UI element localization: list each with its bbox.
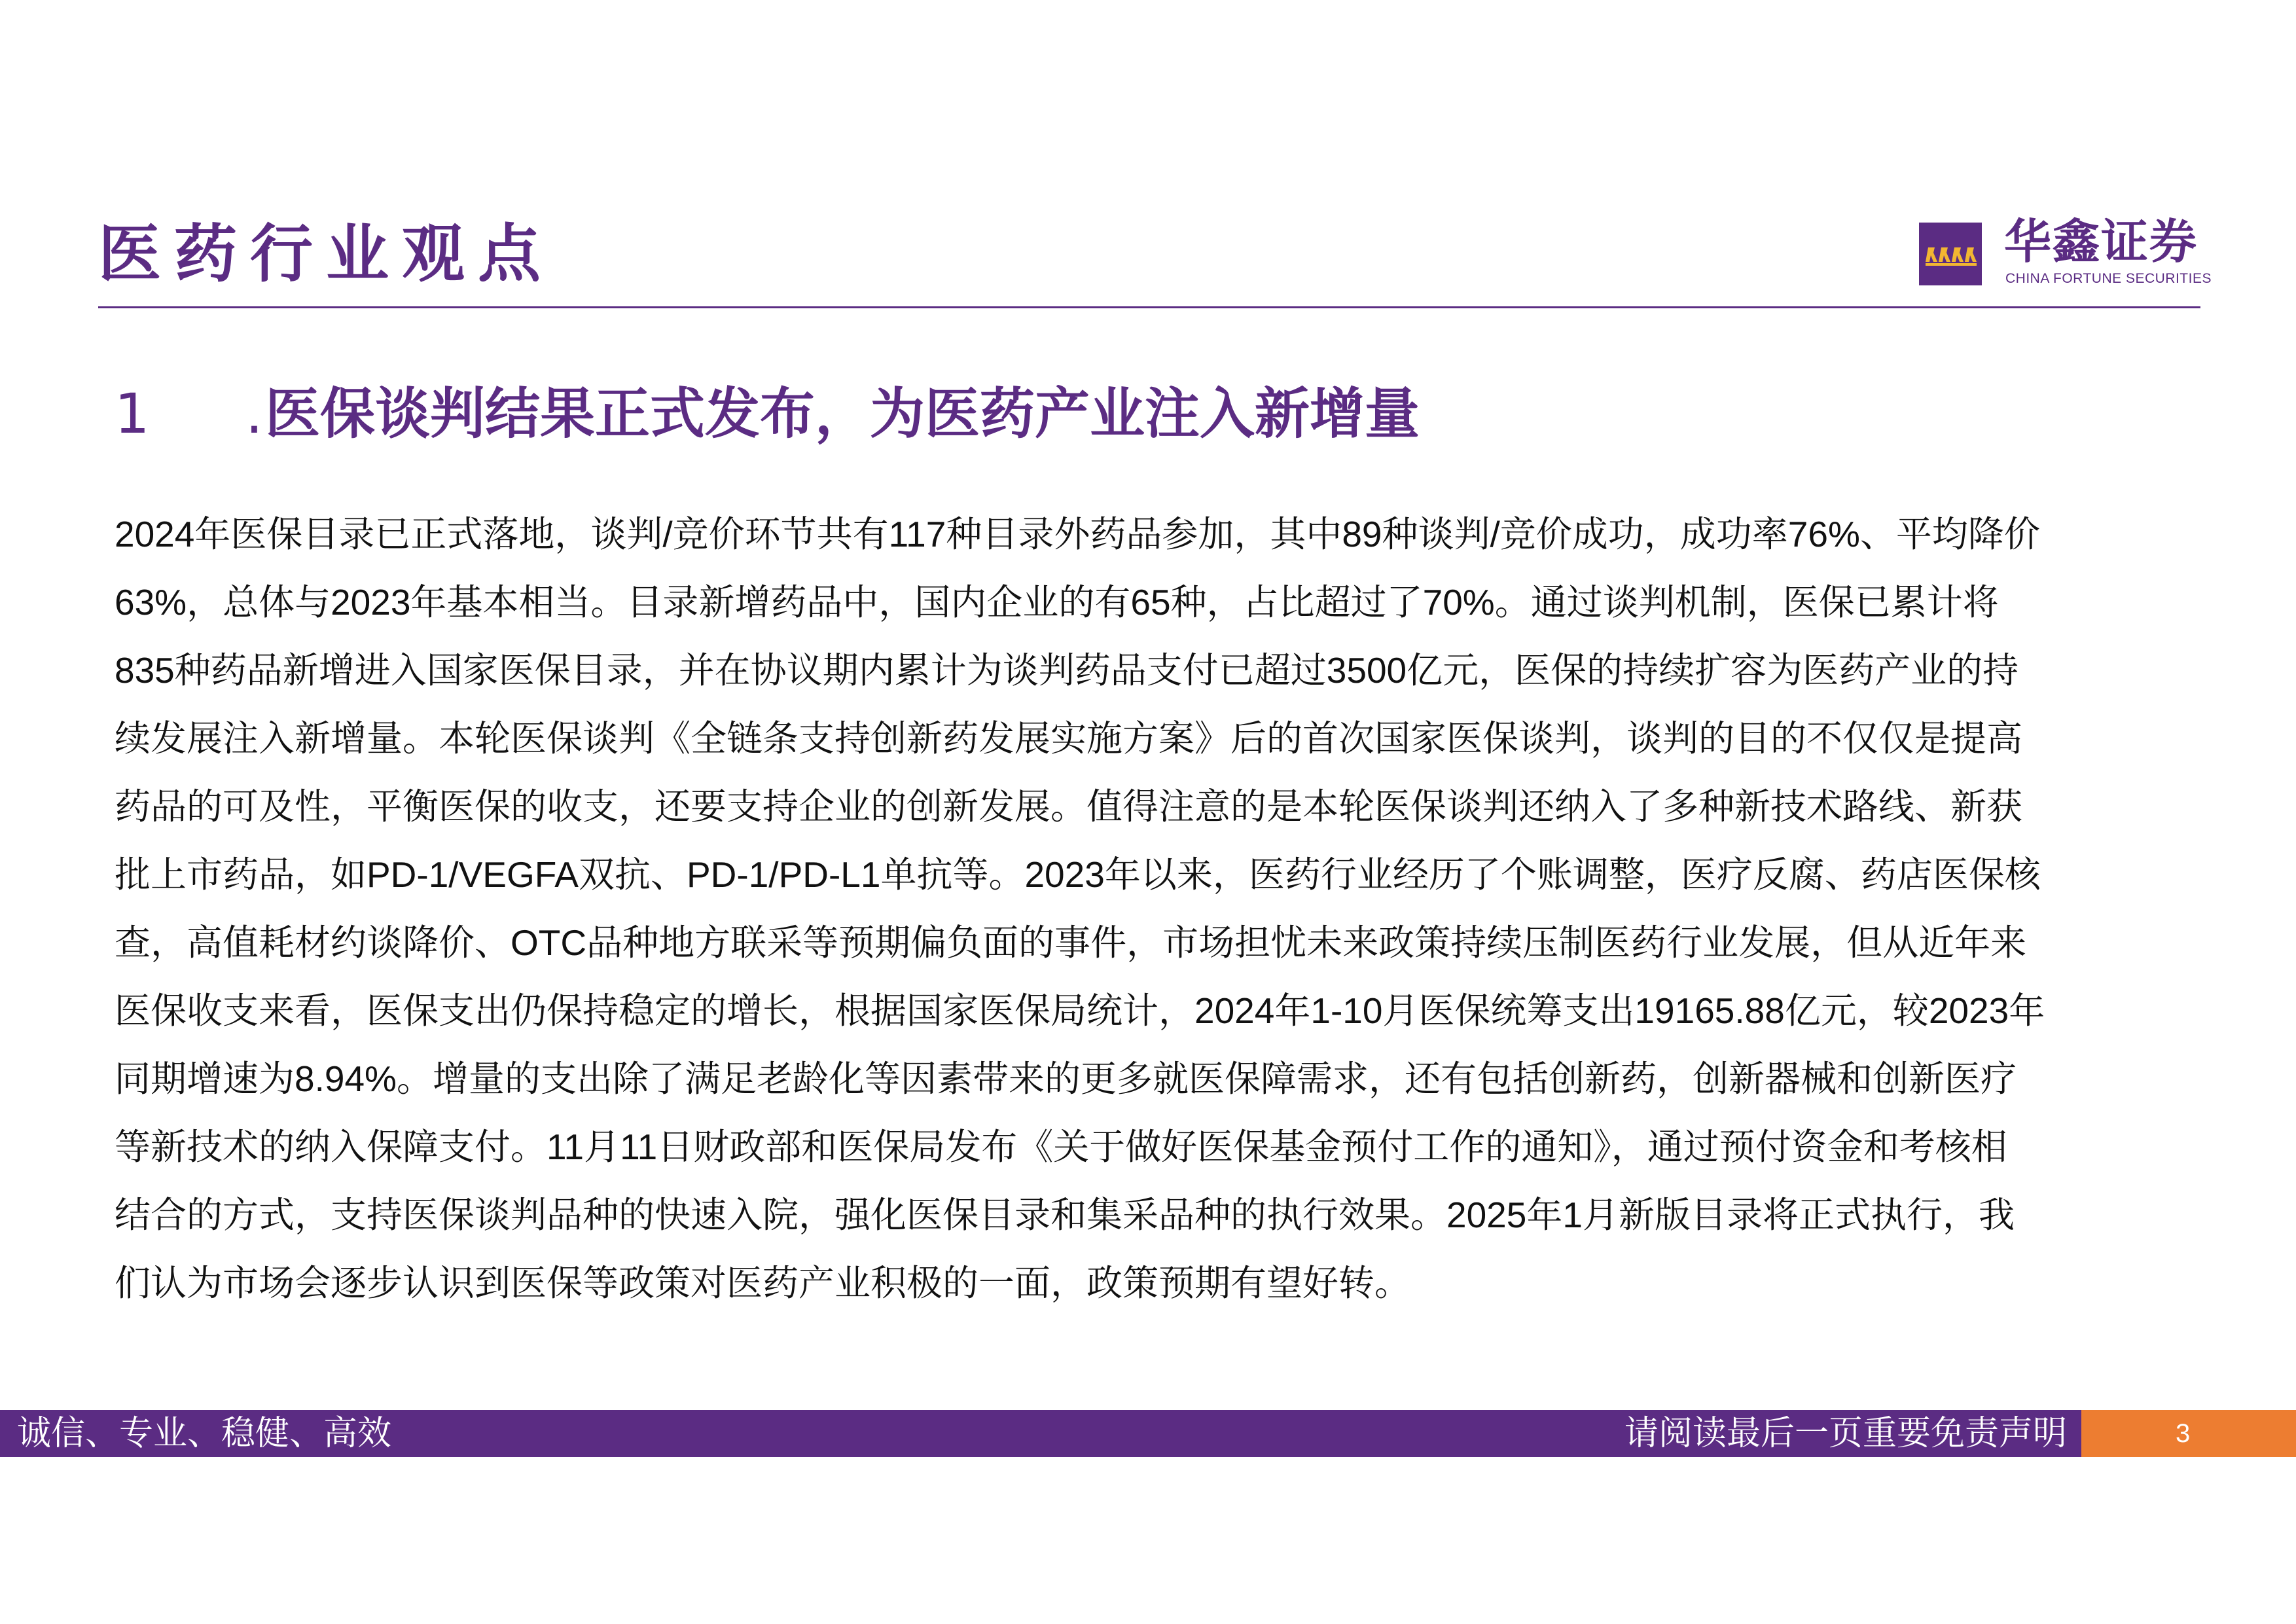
logo-english-name: CHINA FORTUNE SECURITIES [2005, 271, 2212, 286]
body-line: 63%，总体与2023年基本相当。目录新增药品中，国内企业的有65种，占比超过了70%。通过谈判机制，医保已累计将 [115, 582, 1999, 623]
body-line: 835种药品新增进入国家医保目录，并在协议期内累计为谈判药品支付已超过3500亿元，医保的持续扩容为医药产业的持 [115, 650, 2019, 691]
body-line: 医保收支来看，医保支出仍保持稳定的增长，根据国家医保局统计，2024年1-10月医保统筹支出19165.88亿元，较2023年 [115, 990, 2045, 1031]
body-line: 续发展注入新增量。本轮医保谈判《全链条支持创新药发展实施方案》后的首次国家医保谈判，谈判的目的不仅仅是提高 [115, 718, 2023, 759]
section-number: 1 . [115, 382, 302, 446]
section-heading-text: 医保谈判结果正式发布，为医药产业注入新增量 [265, 382, 1420, 446]
body-line: 2024年医保目录已正式落地，谈判/竞价环节共有117种目录外药品参加，其中89种谈判/竞价成功，成功率76%、平均降价 [115, 514, 2040, 554]
body-line: 查，高值耗材约谈降价、OTC品种地方联采等预期偏负面的事件，市场担忧未来政策持续压制医药行业发展，但从近年来 [115, 922, 2027, 963]
section-heading [115, 374, 1420, 453]
footer-slogan: 诚信、专业、稳健、高效 [17, 1414, 392, 1453]
page-number: 3 [2176, 1419, 2191, 1448]
body-line: 们认为市场会逐步认识到医保等政策对医药产业积极的一面，政策预期有望好转。 [115, 1263, 1411, 1303]
body-line: 同期增速为8.94%。增量的支出除了满足老龄化等因素带来的更多就医保障需求，还有包括创新药，创新器械和创新医疗 [115, 1058, 2017, 1099]
footer-disclaimer: 请阅读最后一页重要免责声明 [1624, 1414, 2067, 1453]
body-line: 结合的方式，支持医保谈判品种的快速入院，强化医保目录和集采品种的执行效果。2025年1月新版目录将正式执行，我 [115, 1195, 2015, 1235]
china-fortune-logo-icon [1919, 223, 1982, 285]
body-line: 药品的可及性，平衡医保的收支，还要支持企业的创新发展。值得注意的是本轮医保谈判还纳入了多种新技术路线、新获 [115, 786, 2023, 827]
company-logo [1919, 214, 2212, 289]
body-line: 批上市药品，如PD-1/VEGFA双抗、PD-1/PD-L1单抗等。2023年以来，医药行业经历了个账调整，医疗反腐、药店医保核 [115, 854, 2041, 895]
body-line: 等新技术的纳入保障支付。11月11日财政部和医保局发布《关于做好医保基金预付工作的通知》，通过预付资金和考核相 [115, 1127, 2007, 1167]
logo-chinese-name: 华鑫证券 [2004, 214, 2198, 269]
header-divider [98, 306, 2200, 308]
body-paragraph [115, 500, 2170, 1317]
page-title: 医药行业观点 [98, 217, 554, 291]
